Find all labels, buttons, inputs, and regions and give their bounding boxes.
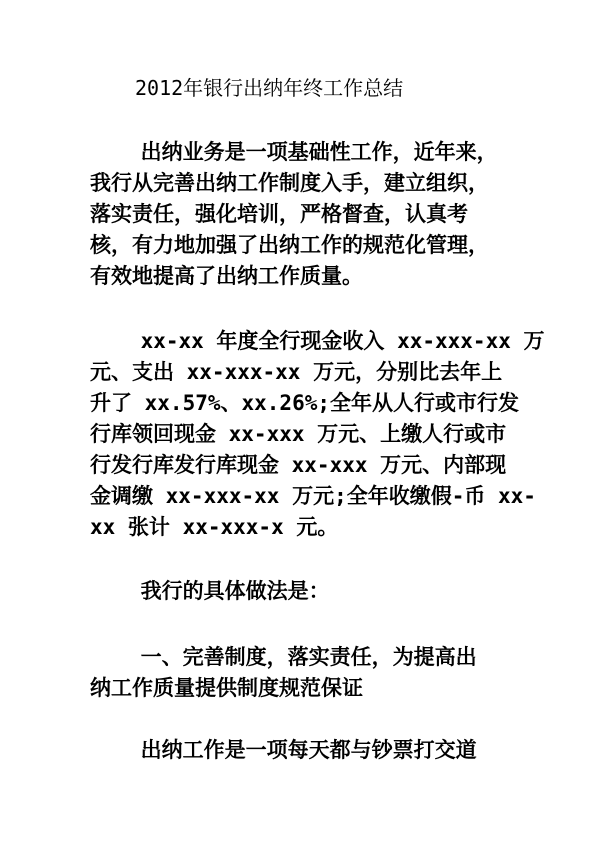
paragraph-line: 元、支出 xx-xxx-xx 万元，分别比去年上 — [90, 360, 503, 384]
paragraph-line: 行库领回现金 xx-xxx 万元、上缴人行或市 — [90, 422, 507, 446]
document-title: 2012年银行出纳年终工作总结 — [135, 76, 404, 100]
paragraph-line: 我行从完善出纳工作制度入手，建立组织， — [90, 171, 489, 195]
paragraph-line: 我行的具体做法是： — [90, 579, 330, 603]
section-heading-one — [90, 642, 510, 704]
paragraph-line: 出纳工作是一项每天都与钞票打交道 — [90, 738, 477, 762]
paragraph-line: 落实责任，强化培训，严格督查，认真考 — [90, 202, 468, 226]
paragraph-statistics — [90, 326, 545, 543]
paragraph-line: 金调缴 xx-xxx-xx 万元;全年收缴假-币 xx- — [90, 484, 536, 508]
paragraph-overview — [90, 137, 510, 292]
paragraph-cashier-work — [90, 735, 510, 766]
paragraph-line: 有效地提高了出纳工作质量。 — [90, 264, 363, 288]
paragraph-line: 一、完善制度，落实责任，为提高出 — [90, 645, 477, 669]
paragraph-line: 行发行库发行库现金 xx-xxx 万元、内部现 — [90, 453, 507, 477]
paragraph-line: 纳工作质量提供制度规范保证 — [90, 676, 363, 700]
paragraph-line: 核，有力地加强了出纳工作的规范化管理， — [90, 233, 489, 257]
paragraph-line: 升了 xx.57%、xx.26%;全年从人行或市行发 — [90, 391, 520, 415]
paragraph-line: xx-xx 年度全行现金收入 xx-xxx-xx 万 — [90, 329, 545, 353]
paragraph-line: 出纳业务是一项基础性工作，近年来， — [90, 140, 498, 164]
paragraph-approach-intro — [90, 576, 510, 607]
paragraph-line: xx 张计 xx-xxx-x 元。 — [90, 515, 339, 539]
